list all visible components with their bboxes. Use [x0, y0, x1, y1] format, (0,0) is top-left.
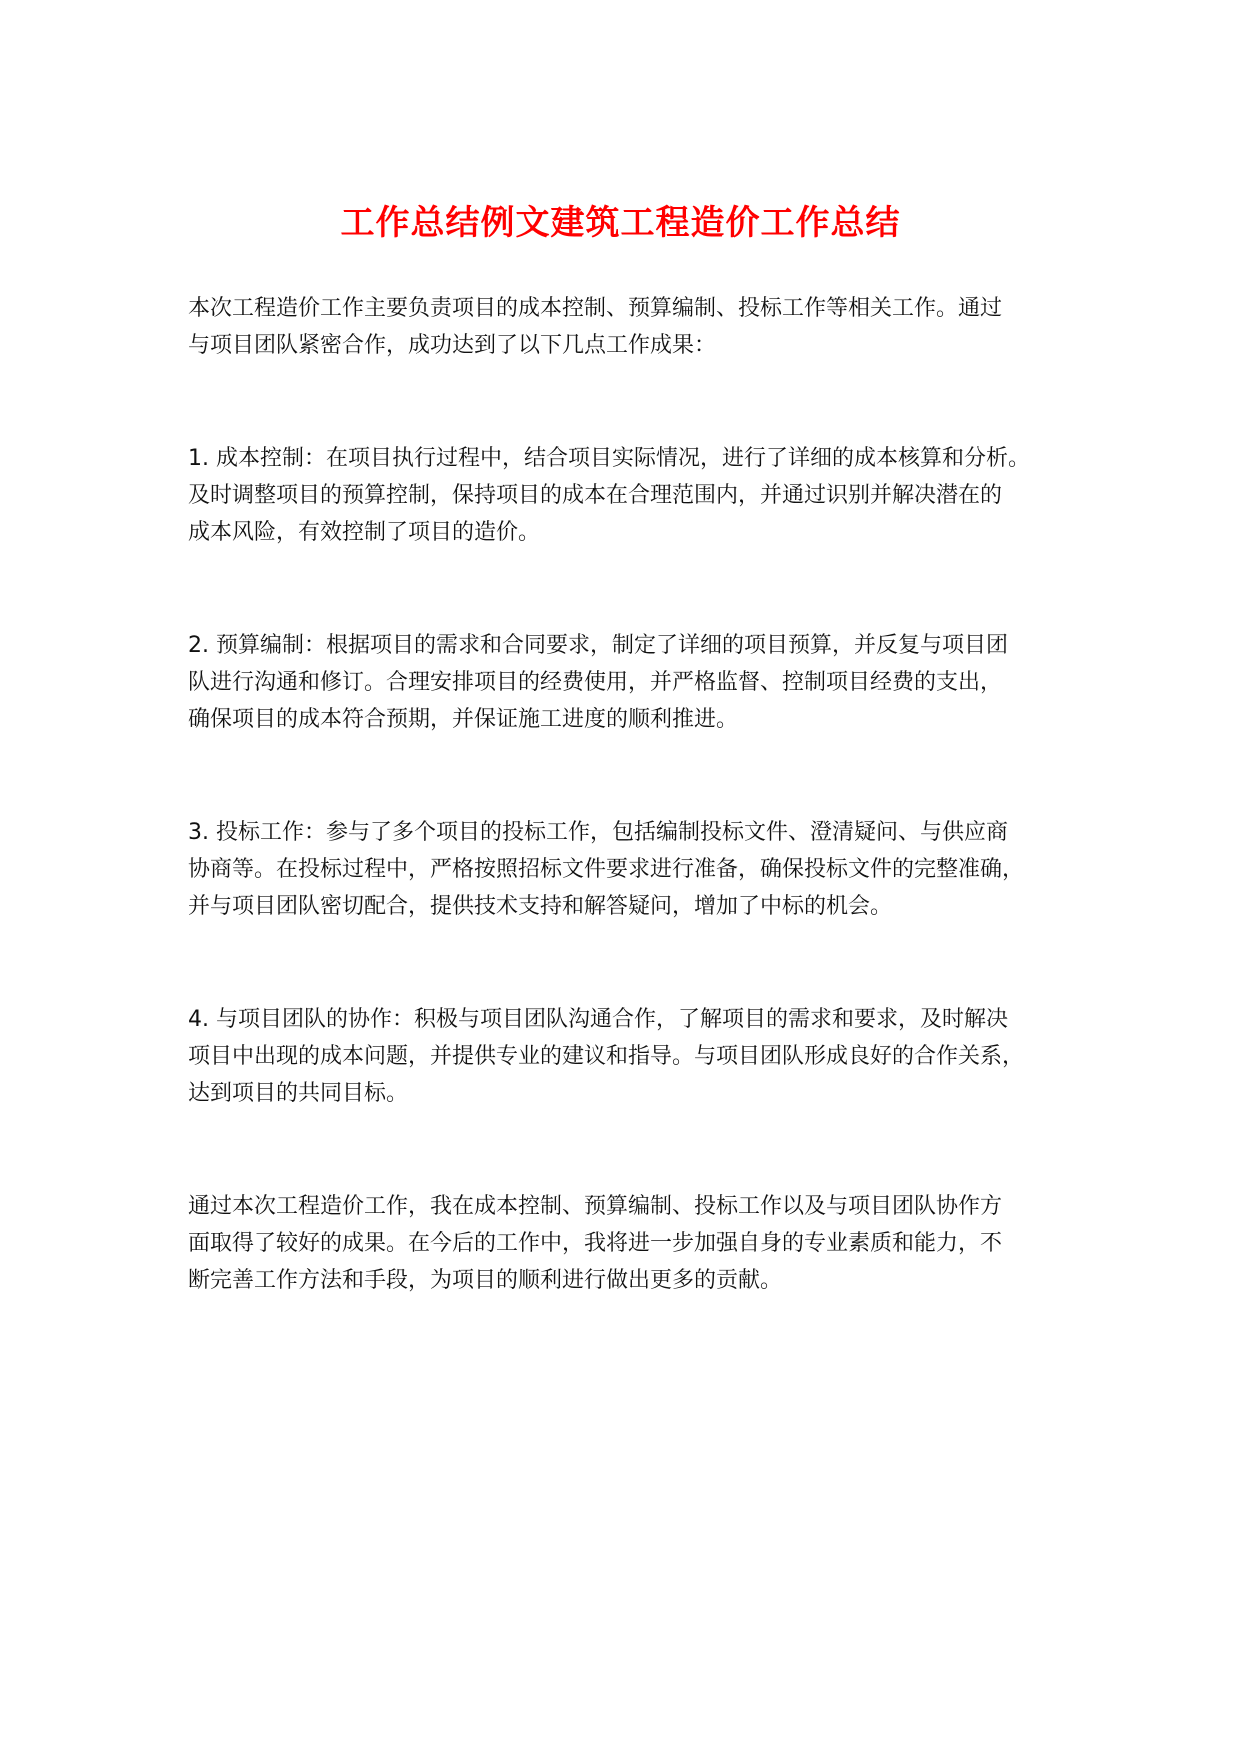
team-collaboration-paragraph [188, 1001, 1068, 1112]
conclusion-paragraph [188, 1188, 1068, 1299]
paragraph-line: 断完善工作方法和手段，为项目的顺利进行做出更多的贡献。 [188, 1268, 783, 1293]
intro-paragraph [188, 290, 1068, 364]
paragraph-line: 并与项目团队密切配合，提供技术支持和解答疑问，增加了中标的机会。 [188, 894, 893, 919]
paragraph-line: 2. 预算编制：根据项目的需求和合同要求，制定了详细的项目预算，并反复与项目团 [188, 633, 1008, 658]
document-title: 工作总结例文建筑工程造价工作总结 [340, 202, 901, 243]
paragraph-line: 本次工程造价工作主要负责项目的成本控制、预算编制、投标工作等相关工作。通过 [188, 296, 1003, 321]
paragraph-line: 及时调整项目的预算控制，保持项目的成本在合理范围内，并通过识别并解决潜在的 [188, 483, 1003, 508]
paragraph-line: 4. 与项目团队的协作：积极与项目团队沟通合作，了解项目的需求和要求，及时解决 [188, 1007, 1008, 1032]
paragraph-line: 协商等。在投标过程中，严格按照招标文件要求进行准备，确保投标文件的完整准确， [188, 857, 1025, 882]
budget-paragraph [188, 627, 1068, 738]
paragraph-line: 面取得了较好的成果。在今后的工作中，我将进一步加强自身的专业素质和能力，不 [188, 1231, 1003, 1256]
paragraph-line: 1. 成本控制：在项目执行过程中，结合项目实际情况，进行了详细的成本核算和分析。 [188, 446, 1030, 471]
paragraph-line: 通过本次工程造价工作，我在成本控制、预算编制、投标工作以及与项目团队协作方 [188, 1194, 1003, 1219]
paragraph-line: 队进行沟通和修订。合理安排项目的经费使用，并严格监督、控制项目经费的支出， [188, 670, 1003, 695]
paragraph-line: 3. 投标工作：参与了多个项目的投标工作，包括编制投标文件、澄清疑问、与供应商 [188, 820, 1008, 845]
paragraph-line: 与项目团队紧密合作，成功达到了以下几点工作成果： [188, 333, 717, 358]
cost-control-paragraph [188, 440, 1068, 551]
paragraph-line: 达到项目的共同目标。 [188, 1081, 409, 1106]
paragraph-line: 确保项目的成本符合预期，并保证施工进度的顺利推进。 [188, 707, 739, 732]
paragraph-line: 项目中出现的成本问题，并提供专业的建议和指导。与项目团队形成良好的合作关系， [188, 1044, 1025, 1069]
paragraph-line: 成本风险，有效控制了项目的造价。 [188, 520, 541, 545]
bidding-paragraph [188, 814, 1068, 925]
